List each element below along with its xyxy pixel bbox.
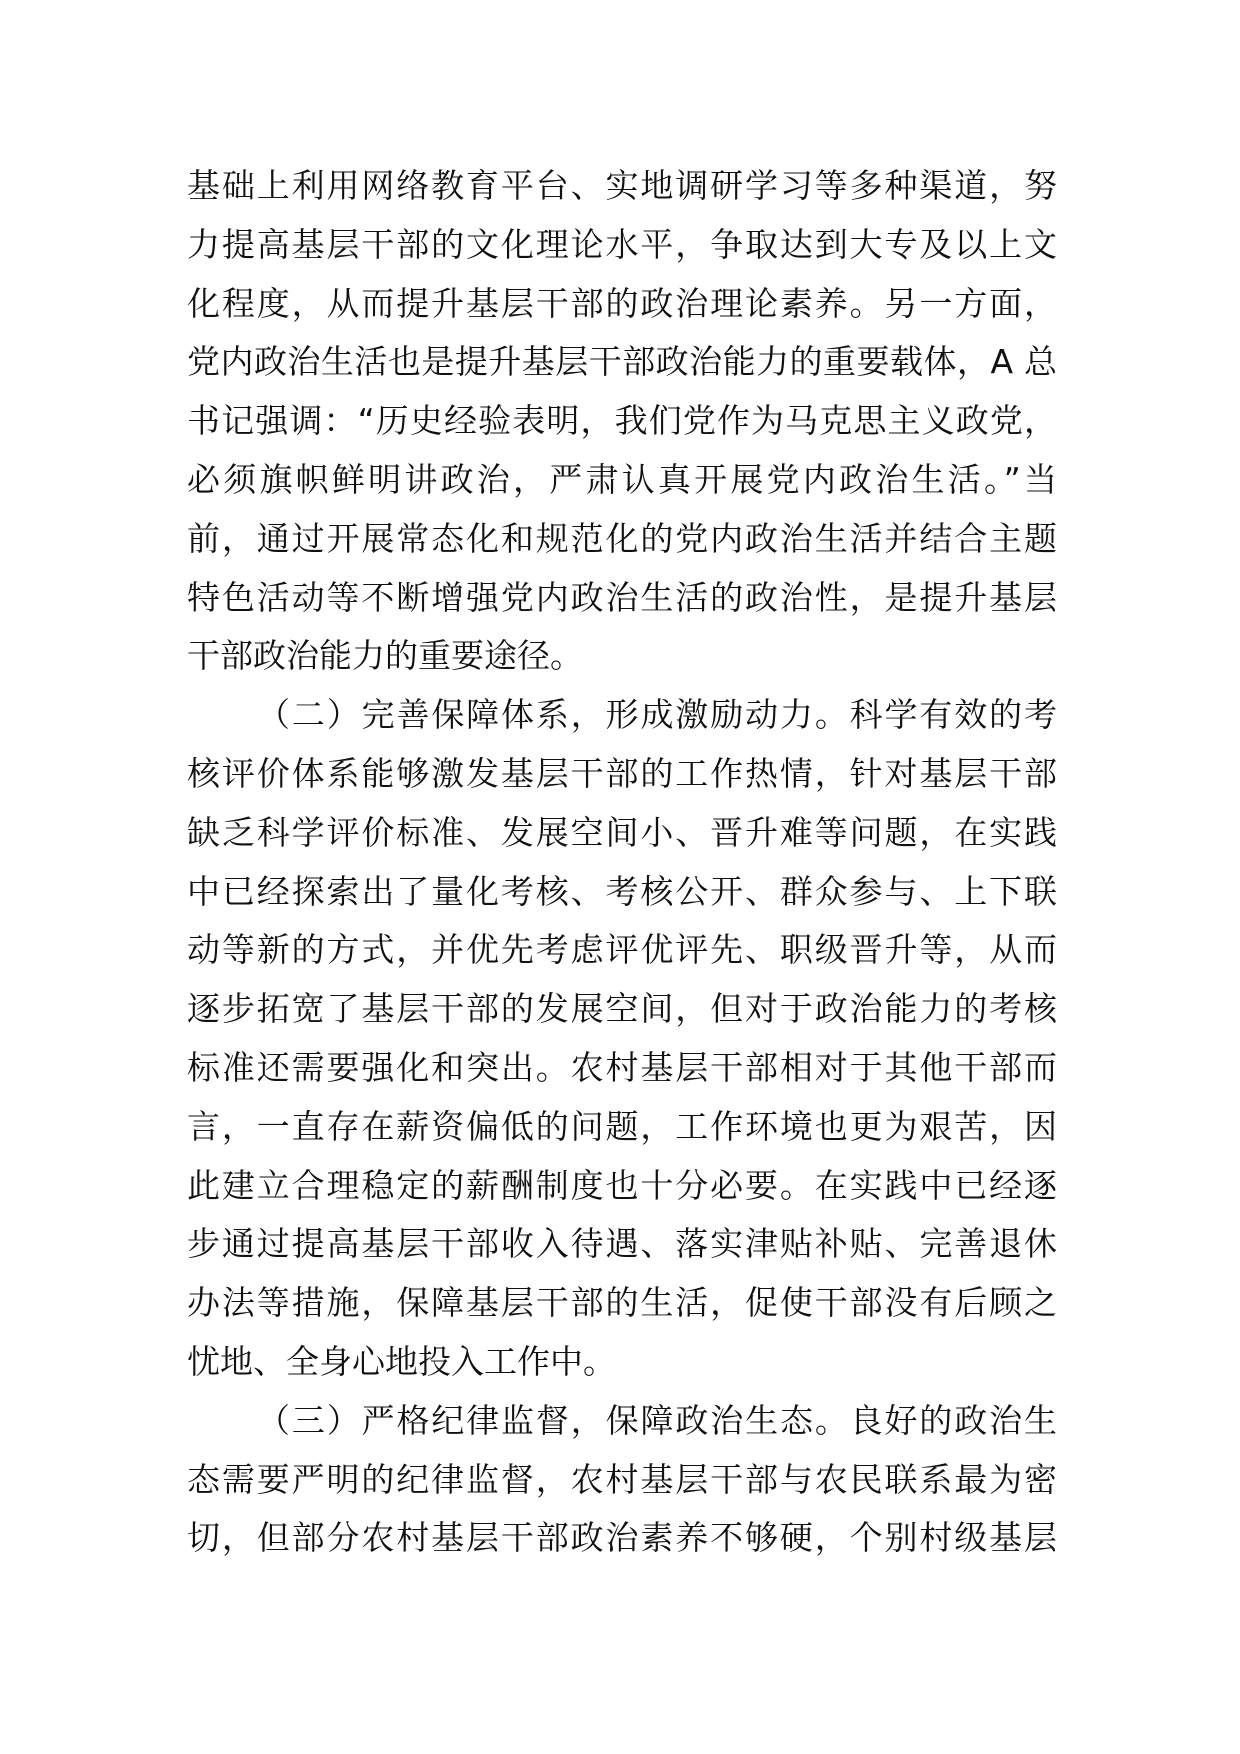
text-line: 缺乏科学评价标准、发展空间小、晋升难等问题，在实践 [187, 812, 1057, 852]
text-line: 逐步拓宽了基层干部的发展空间，但对于政治能力的考核 [187, 989, 1057, 1029]
text-line: 中已经探索出了量化考核、考核公开、群众参与、上下联 [187, 871, 1057, 911]
text-line: 忧地、全身心地投入工作中。 [187, 1341, 616, 1381]
text-line: 化程度，从而提升基层干部的政治理论素养。另一方面， [187, 283, 1057, 323]
text-line: 办法等措施，保障基层干部的生活，促使干部没有后顾之 [187, 1283, 1057, 1323]
text-line: 特色活动等不断增强党内政治生活的政治性，是提升基层 [187, 577, 1057, 617]
text-line: 核评价体系能够激发基层干部的工作热情，针对基层干部 [187, 753, 1057, 793]
text-line: 力提高基层干部的文化理论水平，争取达到大专及以上文 [187, 224, 1057, 264]
text-line: 前，通过开展常态化和规范化的党内政治生活并结合主题 [187, 518, 1057, 558]
text-line: 动等新的方式，并优先考虑评优评先、职级晋升等，从而 [187, 930, 1057, 970]
text-line: 干部政治能力的重要途径。 [187, 636, 583, 676]
text-line: 言，一直存在薪资偏低的问题，工作环境也更为艰苦，因 [187, 1106, 1057, 1146]
text-line: 基础上利用网络教育平台、实地调研学习等多种渠道，努 [187, 166, 1057, 205]
text-line: 切，但部分农村基层干部政治素养不够硬，个别村级基层 [187, 1518, 1057, 1558]
text-line: 书记强调：“历史经验表明，我们党作为马克思主义政党， [187, 401, 1057, 441]
text-line: 态需要严明的纪律监督，农村基层干部与农民联系最为密 [187, 1459, 1057, 1499]
section-heading-line: （三）严格纪律监督，保障政治生态。良好的政治生 [257, 1400, 1057, 1440]
body-text [187, 157, 1057, 1568]
text-line: 必须旗帜鲜明讲政治，严肃认真开展党内政治生活。”当 [187, 459, 1057, 499]
text-line: 标准还需要强化和突出。农村基层干部相对于其他干部而 [187, 1047, 1057, 1087]
text-line: 此建立合理稳定的薪酬制度也十分必要。在实践中已经逐 [187, 1165, 1057, 1205]
text-line: 党内政治生活也是提升基层干部政治能力的重要载体，A 总 [187, 342, 1057, 382]
section-heading-line: （二）完善保障体系，形成激励动力。科学有效的考 [257, 695, 1057, 735]
text-line: 步通过提高基层干部收入待遇、落实津贴补贴、完善退休 [187, 1224, 1057, 1264]
